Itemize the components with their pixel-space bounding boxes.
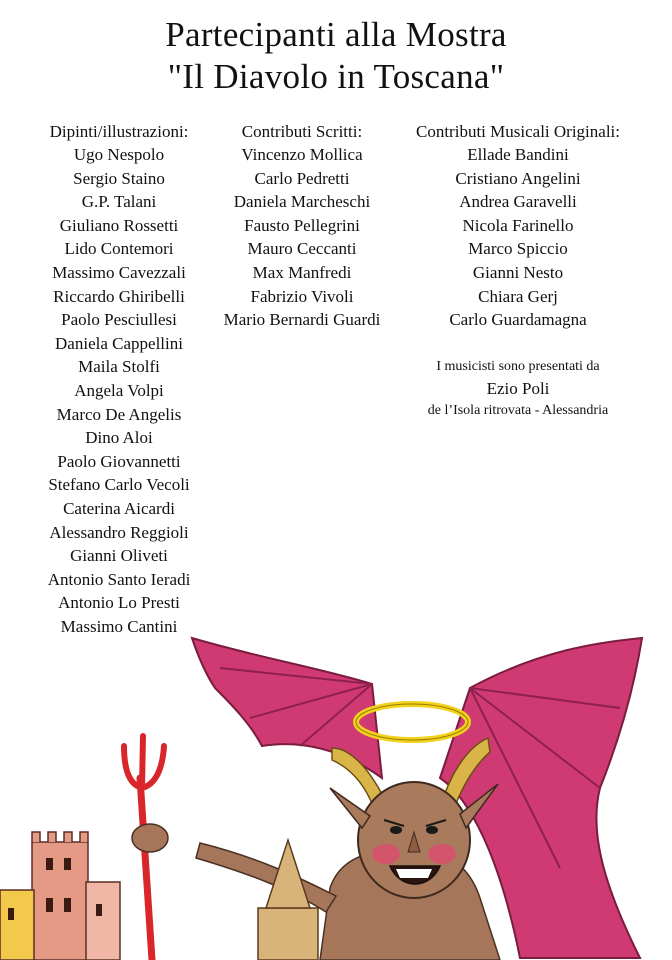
list-item: Carlo Pedretti [254, 168, 350, 188]
note-affiliation: de l’Isola ritrovata - Alessandria [427, 403, 609, 418]
page-title-line-2: "Il Diavolo in Toscana" [167, 57, 505, 96]
list-item: Nicola Farinello [462, 215, 574, 235]
right-eye [426, 826, 438, 834]
list-item: Massimo Cavezzali [52, 262, 186, 282]
list-item: Daniela Cappellini [55, 333, 183, 353]
list-item: Fausto Pellegrini [244, 215, 360, 235]
list-item: Ellade Bandini [467, 145, 569, 164]
list-item: Vincenzo Mollica [241, 145, 363, 164]
left-eye [390, 826, 402, 834]
column-header: Contributi Musicali Originali: [416, 122, 620, 141]
list-item: Max Manfredi [252, 262, 352, 282]
list-item: Paolo Pesciullesi [61, 310, 177, 330]
list-item: Paolo Giovannetti [57, 451, 181, 471]
list-item: Maila Stolfi [78, 357, 160, 377]
note-intro: I musicisti sono presentati da [436, 359, 600, 374]
list-item: Mauro Ceccanti [247, 239, 357, 259]
devil-illustration [0, 628, 672, 960]
trident-shaft [140, 778, 152, 960]
column-header: Dipinti/illustrazioni: [49, 122, 189, 141]
list-item: Ugo Nespolo [73, 145, 165, 164]
list-item: Angela Volpi [74, 380, 164, 400]
list-item: Marco De Angelis [56, 404, 182, 424]
musicians-note [390, 357, 646, 421]
towers-left [0, 832, 120, 960]
list-item: Gianni Oliveti [70, 546, 168, 566]
list-item: Chiara Gerj [478, 286, 558, 306]
note-name: Ezio Poli [486, 379, 550, 398]
list-item: Carlo Guardamagna [449, 310, 587, 330]
left-ear [330, 788, 370, 828]
column-writings [206, 120, 398, 332]
list-item: Giuliano Rossetti [59, 215, 179, 235]
trident-head [124, 736, 164, 788]
list-item: Fabrizio Vivoli [250, 286, 354, 306]
list-item: Caterina Aicardi [63, 498, 175, 518]
list-item: Dino Aloi [85, 428, 153, 448]
list-item: G.P. Talani [81, 192, 157, 212]
list-item: Antonio Santo Ieradi [47, 569, 191, 589]
column-music [390, 120, 646, 332]
list-item: Riccardo Ghiribelli [53, 286, 185, 306]
list-item: Sergio Staino [73, 168, 165, 188]
list-item: Massimo Cantini [60, 616, 178, 636]
list-item: Mario Bernardi Guardi [223, 310, 381, 330]
column-header: Contributi Scritti: [241, 122, 363, 141]
column-paintings [28, 120, 210, 638]
devil-hand [132, 824, 168, 852]
list-item: Andrea Garavelli [459, 192, 577, 212]
list-item: Antonio Lo Presti [58, 593, 180, 613]
list-item: Stefano Carlo Vecoli [48, 475, 190, 495]
list-item: Lido Contemori [64, 239, 174, 259]
list-item: Cristiano Angelini [455, 168, 581, 188]
list-item: Alessandro Reggioli [49, 522, 189, 542]
devil-arm [196, 843, 336, 912]
list-item: Marco Spiccio [468, 239, 568, 259]
list-item: Daniela Marcheschi [233, 192, 371, 212]
page-title-line-1: Partecipanti alla Mostra [165, 15, 507, 54]
list-item: Gianni Nesto [472, 262, 564, 282]
